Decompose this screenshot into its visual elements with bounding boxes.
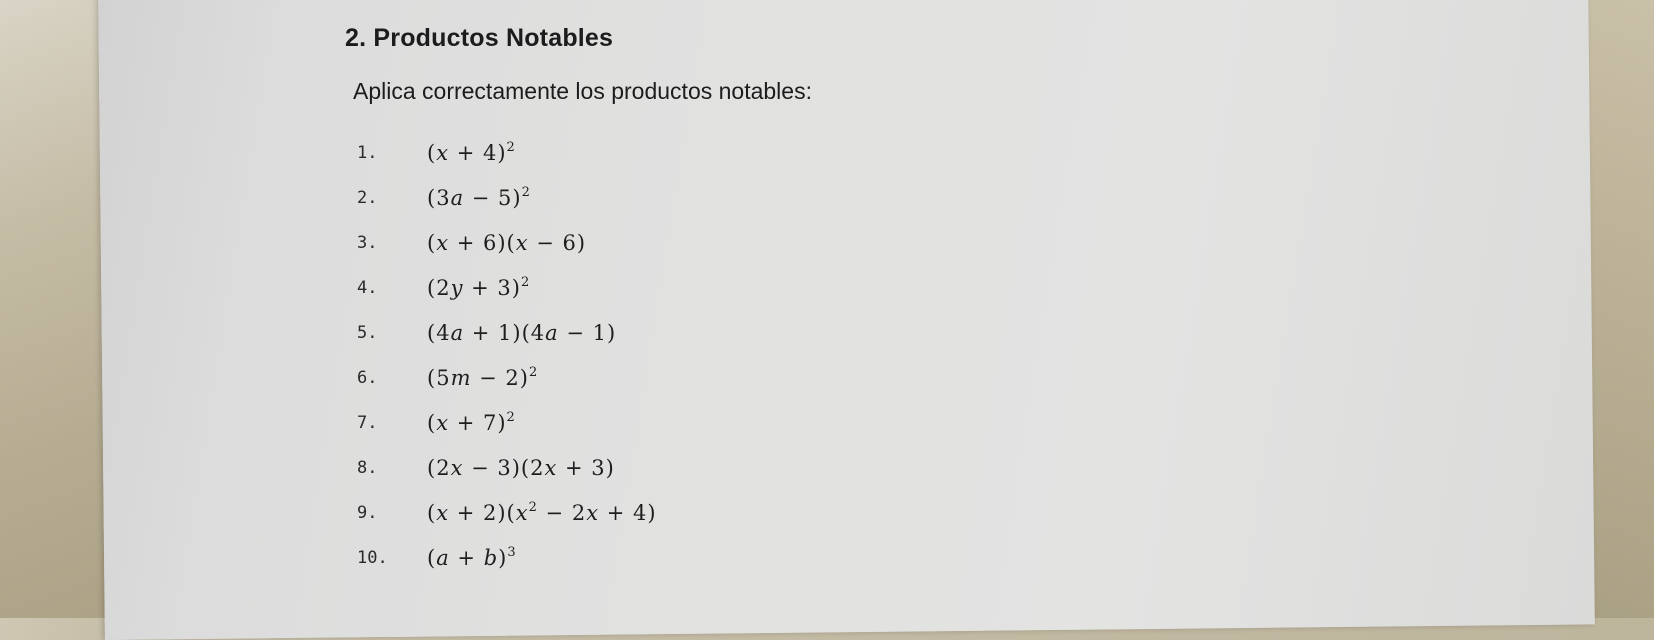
exercise-number: 6. [357, 367, 378, 388]
exercise-expression [427, 141, 516, 165]
exercise-item [357, 265, 657, 310]
exercise-expression [427, 456, 615, 480]
expr-text: + 2)( [449, 500, 516, 525]
expr-text: − 1) [558, 320, 617, 345]
exercise-expression [427, 231, 586, 255]
expr-exponent: 2 [521, 184, 531, 200]
expr-exponent: 2 [528, 499, 538, 515]
expr-variable: x [586, 500, 600, 525]
exercise-number: 5. [357, 322, 378, 343]
expr-text: + 6)( [449, 230, 516, 255]
expr-text: ) [498, 545, 508, 570]
exercise-expression [427, 546, 517, 570]
expr-variable: x [436, 230, 450, 255]
expr-text: − 3)(2 [463, 455, 545, 480]
expr-text: + 7) [449, 410, 507, 435]
exercise-expression [427, 501, 657, 525]
expr-variable: x [450, 455, 464, 480]
expr-variable: b [483, 545, 499, 570]
exercise-number: 2. [357, 187, 378, 208]
exercise-item [357, 535, 657, 580]
expr-variable: x [436, 500, 450, 525]
expr-text: − 2) [471, 365, 529, 390]
exercise-list [357, 130, 657, 580]
section-title: 2. Productos Notables [345, 24, 614, 52]
exercise-expression [427, 276, 530, 300]
expr-text: ( [427, 500, 437, 525]
expr-text: + 1)(4 [464, 320, 546, 345]
exercise-number: 7. [357, 412, 378, 433]
expr-text: (4 [427, 320, 451, 345]
expr-text: (5 [427, 365, 451, 390]
expr-text: (2 [427, 455, 451, 480]
expr-variable: a [450, 320, 465, 345]
expr-text: (2 [427, 275, 451, 300]
exercise-item [357, 220, 657, 265]
exercise-expression [427, 321, 616, 345]
expr-text: ( [427, 545, 437, 570]
expr-variable: x [436, 140, 450, 165]
expr-text: + 3) [557, 455, 615, 480]
expr-exponent: 2 [506, 139, 516, 155]
expr-text: − 2 [537, 500, 587, 525]
expr-exponent: 3 [507, 544, 517, 560]
expr-text: + 4) [449, 140, 507, 165]
expr-text: ( [427, 410, 437, 435]
expr-variable: x [515, 230, 529, 255]
exercise-number: 9. [357, 502, 378, 523]
exercise-item [357, 130, 657, 175]
exercise-expression [427, 366, 538, 390]
expr-exponent: 2 [528, 364, 539, 380]
exercise-item [357, 400, 657, 445]
exercise-item [357, 490, 657, 535]
expr-variable: x [544, 455, 558, 480]
expr-variable: y [450, 275, 464, 300]
expr-text: (3 [427, 185, 451, 210]
expr-variable: a [436, 545, 450, 570]
expr-exponent: 2 [506, 409, 516, 425]
expr-text: + 4) [599, 500, 657, 525]
exercise-item [357, 445, 657, 490]
expr-text: ( [427, 140, 437, 165]
expr-text: + 3) [463, 275, 521, 300]
expr-text: ( [427, 230, 437, 255]
exercise-number: 8. [357, 457, 378, 478]
exercise-item [357, 355, 657, 400]
exercise-expression [427, 411, 516, 435]
instruction-text: Aplica correctamente los productos notables: [353, 78, 812, 104]
expr-text: + [449, 545, 484, 570]
expr-variable: x [436, 410, 450, 435]
worksheet-content [345, 0, 1445, 618]
exercise-number: 1. [357, 142, 378, 163]
exercise-item [357, 175, 657, 220]
expr-text: − 5) [464, 185, 522, 210]
expr-exponent: 2 [520, 274, 531, 290]
expr-variable: a [450, 185, 465, 210]
expr-variable: m [450, 365, 472, 390]
expr-variable: a [545, 320, 559, 345]
exercise-number: 10. [357, 547, 388, 568]
exercise-number: 3. [357, 232, 378, 253]
expr-text: − 6) [528, 230, 587, 255]
exercise-item [357, 310, 657, 355]
expr-variable: x [515, 500, 529, 525]
exercise-number: 4. [357, 277, 378, 298]
exercise-expression [427, 186, 531, 210]
